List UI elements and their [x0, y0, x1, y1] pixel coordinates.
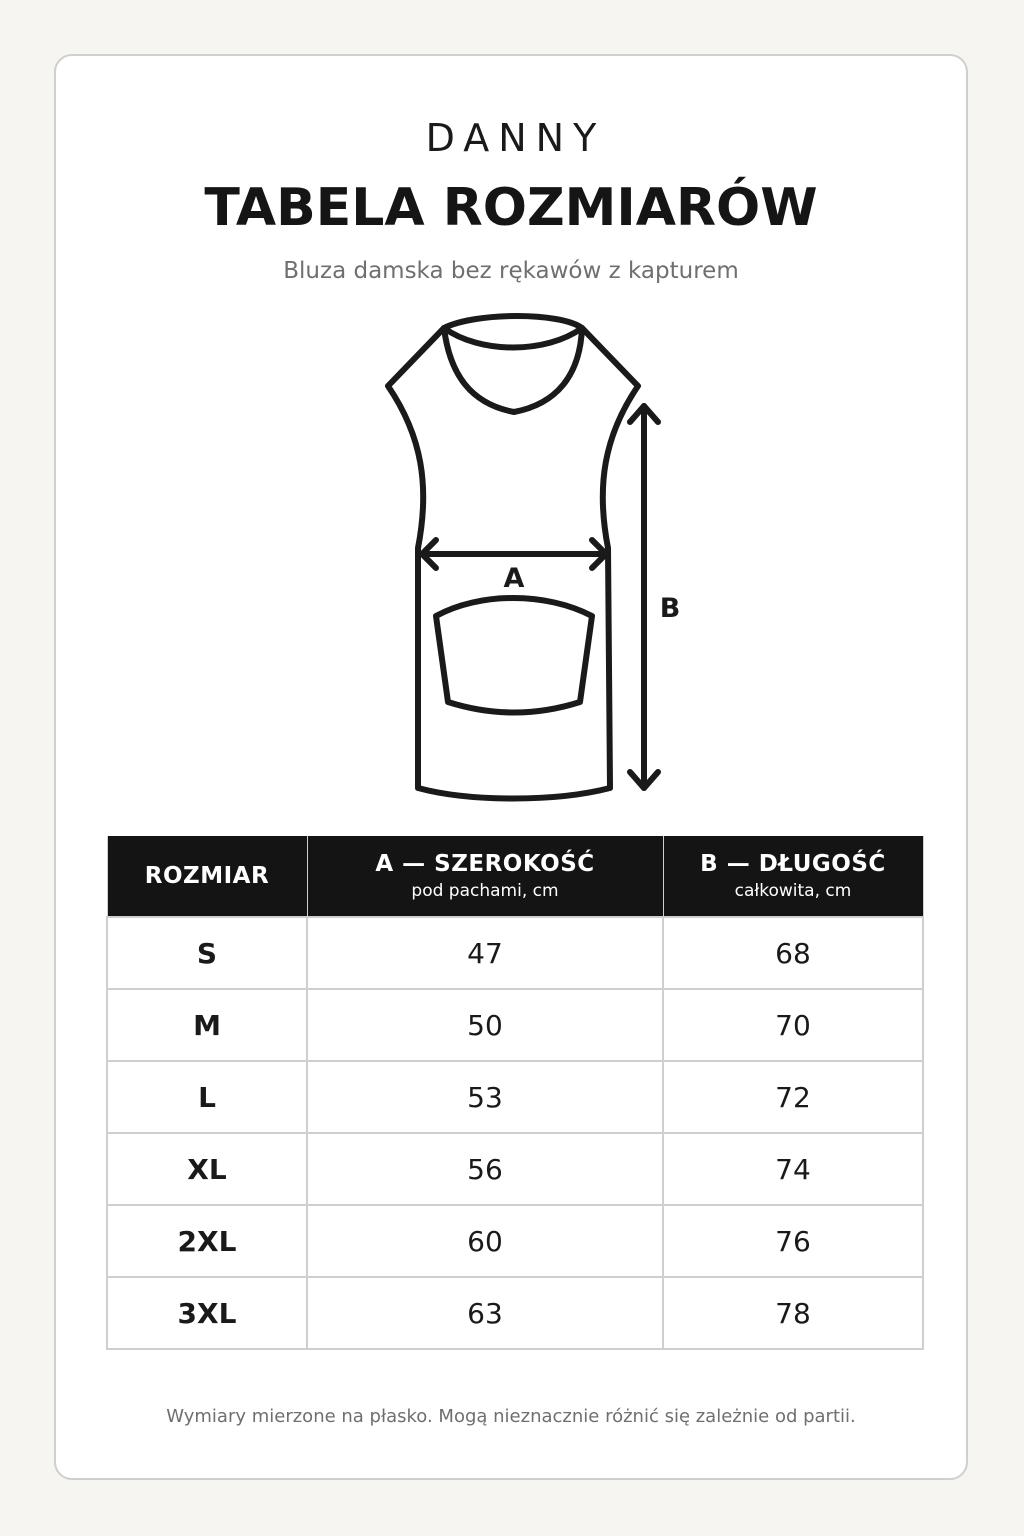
label-a: A	[503, 563, 525, 594]
width-cell: 56	[307, 1133, 663, 1205]
size-cell: S	[107, 917, 307, 989]
width-cell: 53	[307, 1061, 663, 1133]
length-cell: 76	[663, 1205, 923, 1277]
length-cell: 70	[663, 989, 923, 1061]
garment-diagram	[56, 56, 970, 836]
header-length: B — DŁUGOŚĆ całkowita, cm	[663, 836, 923, 917]
width-cell: 50	[307, 989, 663, 1061]
size-table	[106, 836, 924, 1350]
length-cell: 78	[663, 1277, 923, 1349]
width-cell: 63	[307, 1277, 663, 1349]
size-chart-card	[54, 54, 968, 1480]
page-title: TABELA ROZMIARÓW	[204, 178, 818, 238]
table-row	[107, 1205, 923, 1277]
measurement-note: Wymiary mierzone na płasko. Mogą nieznacznie różnić się zależnie od partii.	[166, 1406, 856, 1427]
neckline	[444, 328, 582, 348]
size-cell: 3XL	[107, 1277, 307, 1349]
width-cell: 47	[307, 917, 663, 989]
brand-name: DANNY	[425, 116, 606, 160]
header-size: ROZMIAR	[107, 836, 307, 917]
table-header-row	[107, 836, 923, 917]
size-cell: XL	[107, 1133, 307, 1205]
size-cell: 2XL	[107, 1205, 307, 1277]
header-width: A — SZEROKOŚĆ pod pachami, cm	[307, 836, 663, 917]
kangaroo-pocket	[436, 598, 592, 713]
size-cell: M	[107, 989, 307, 1061]
length-cell: 72	[663, 1061, 923, 1133]
table-row	[107, 989, 923, 1061]
size-cell: L	[107, 1061, 307, 1133]
length-cell: 74	[663, 1133, 923, 1205]
length-cell: 68	[663, 917, 923, 989]
product-subtitle: Bluza damska bez rękawów z kapturem	[283, 258, 739, 284]
label-b: B	[659, 593, 681, 624]
width-cell: 60	[307, 1205, 663, 1277]
table-row	[107, 1133, 923, 1205]
table-row	[107, 1277, 923, 1349]
table-row	[107, 917, 923, 989]
table-row	[107, 1061, 923, 1133]
